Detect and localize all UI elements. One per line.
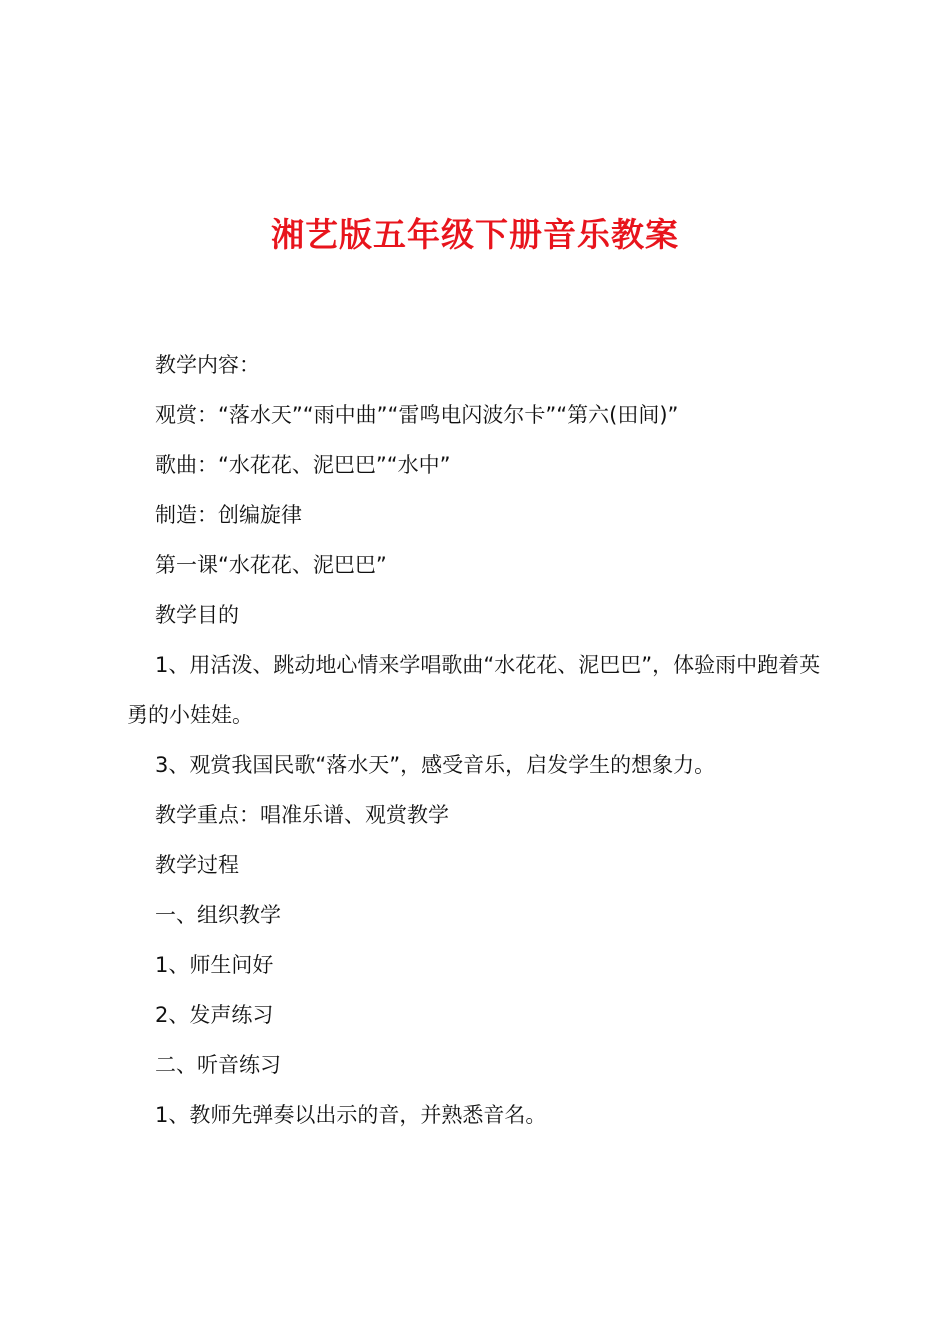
paragraph-lesson-one: 第一课“水花花、泥巴巴” bbox=[155, 553, 387, 577]
paragraph-teaching-content: 教学内容： bbox=[155, 353, 260, 377]
paragraph-key-points: 教学重点：唱准乐谱、观赏教学 bbox=[155, 803, 449, 827]
paragraph-goal-3: 3、观赏我国民歌“落水天”，感受音乐，启发学生的想象力。 bbox=[155, 753, 716, 777]
paragraph-creation: 制造：创编旋律 bbox=[155, 503, 302, 527]
paragraph-step-vocal: 2、发声练习 bbox=[155, 1003, 274, 1027]
document-body bbox=[127, 340, 837, 1140]
paragraph-teaching-goals: 教学目的 bbox=[155, 603, 239, 627]
paragraph-appreciation: 观赏：“落水天”“雨中曲”“雷鸣电闪波尔卡”“第六(田间)” bbox=[155, 403, 679, 427]
paragraph-songs: 歌曲：“水花花、泥巴巴”“水中” bbox=[155, 453, 451, 477]
paragraph-section-1: 一、组织教学 bbox=[155, 903, 281, 927]
paragraph-section-2: 二、听音练习 bbox=[155, 1053, 281, 1077]
paragraph-teaching-process: 教学过程 bbox=[155, 853, 239, 877]
document-title: 湘艺版五年级下册音乐教案 bbox=[271, 215, 679, 254]
paragraph-goal-1: 1、用活泼、跳动地心情来学唱歌曲“水花花、泥巴巴”，体验雨中跑着英勇的小娃娃。 bbox=[127, 653, 821, 727]
paragraph-step-notes: 1、教师先弹奏以出示的音，并熟悉音名。 bbox=[155, 1103, 547, 1127]
paragraph-step-greeting: 1、师生问好 bbox=[155, 953, 274, 977]
